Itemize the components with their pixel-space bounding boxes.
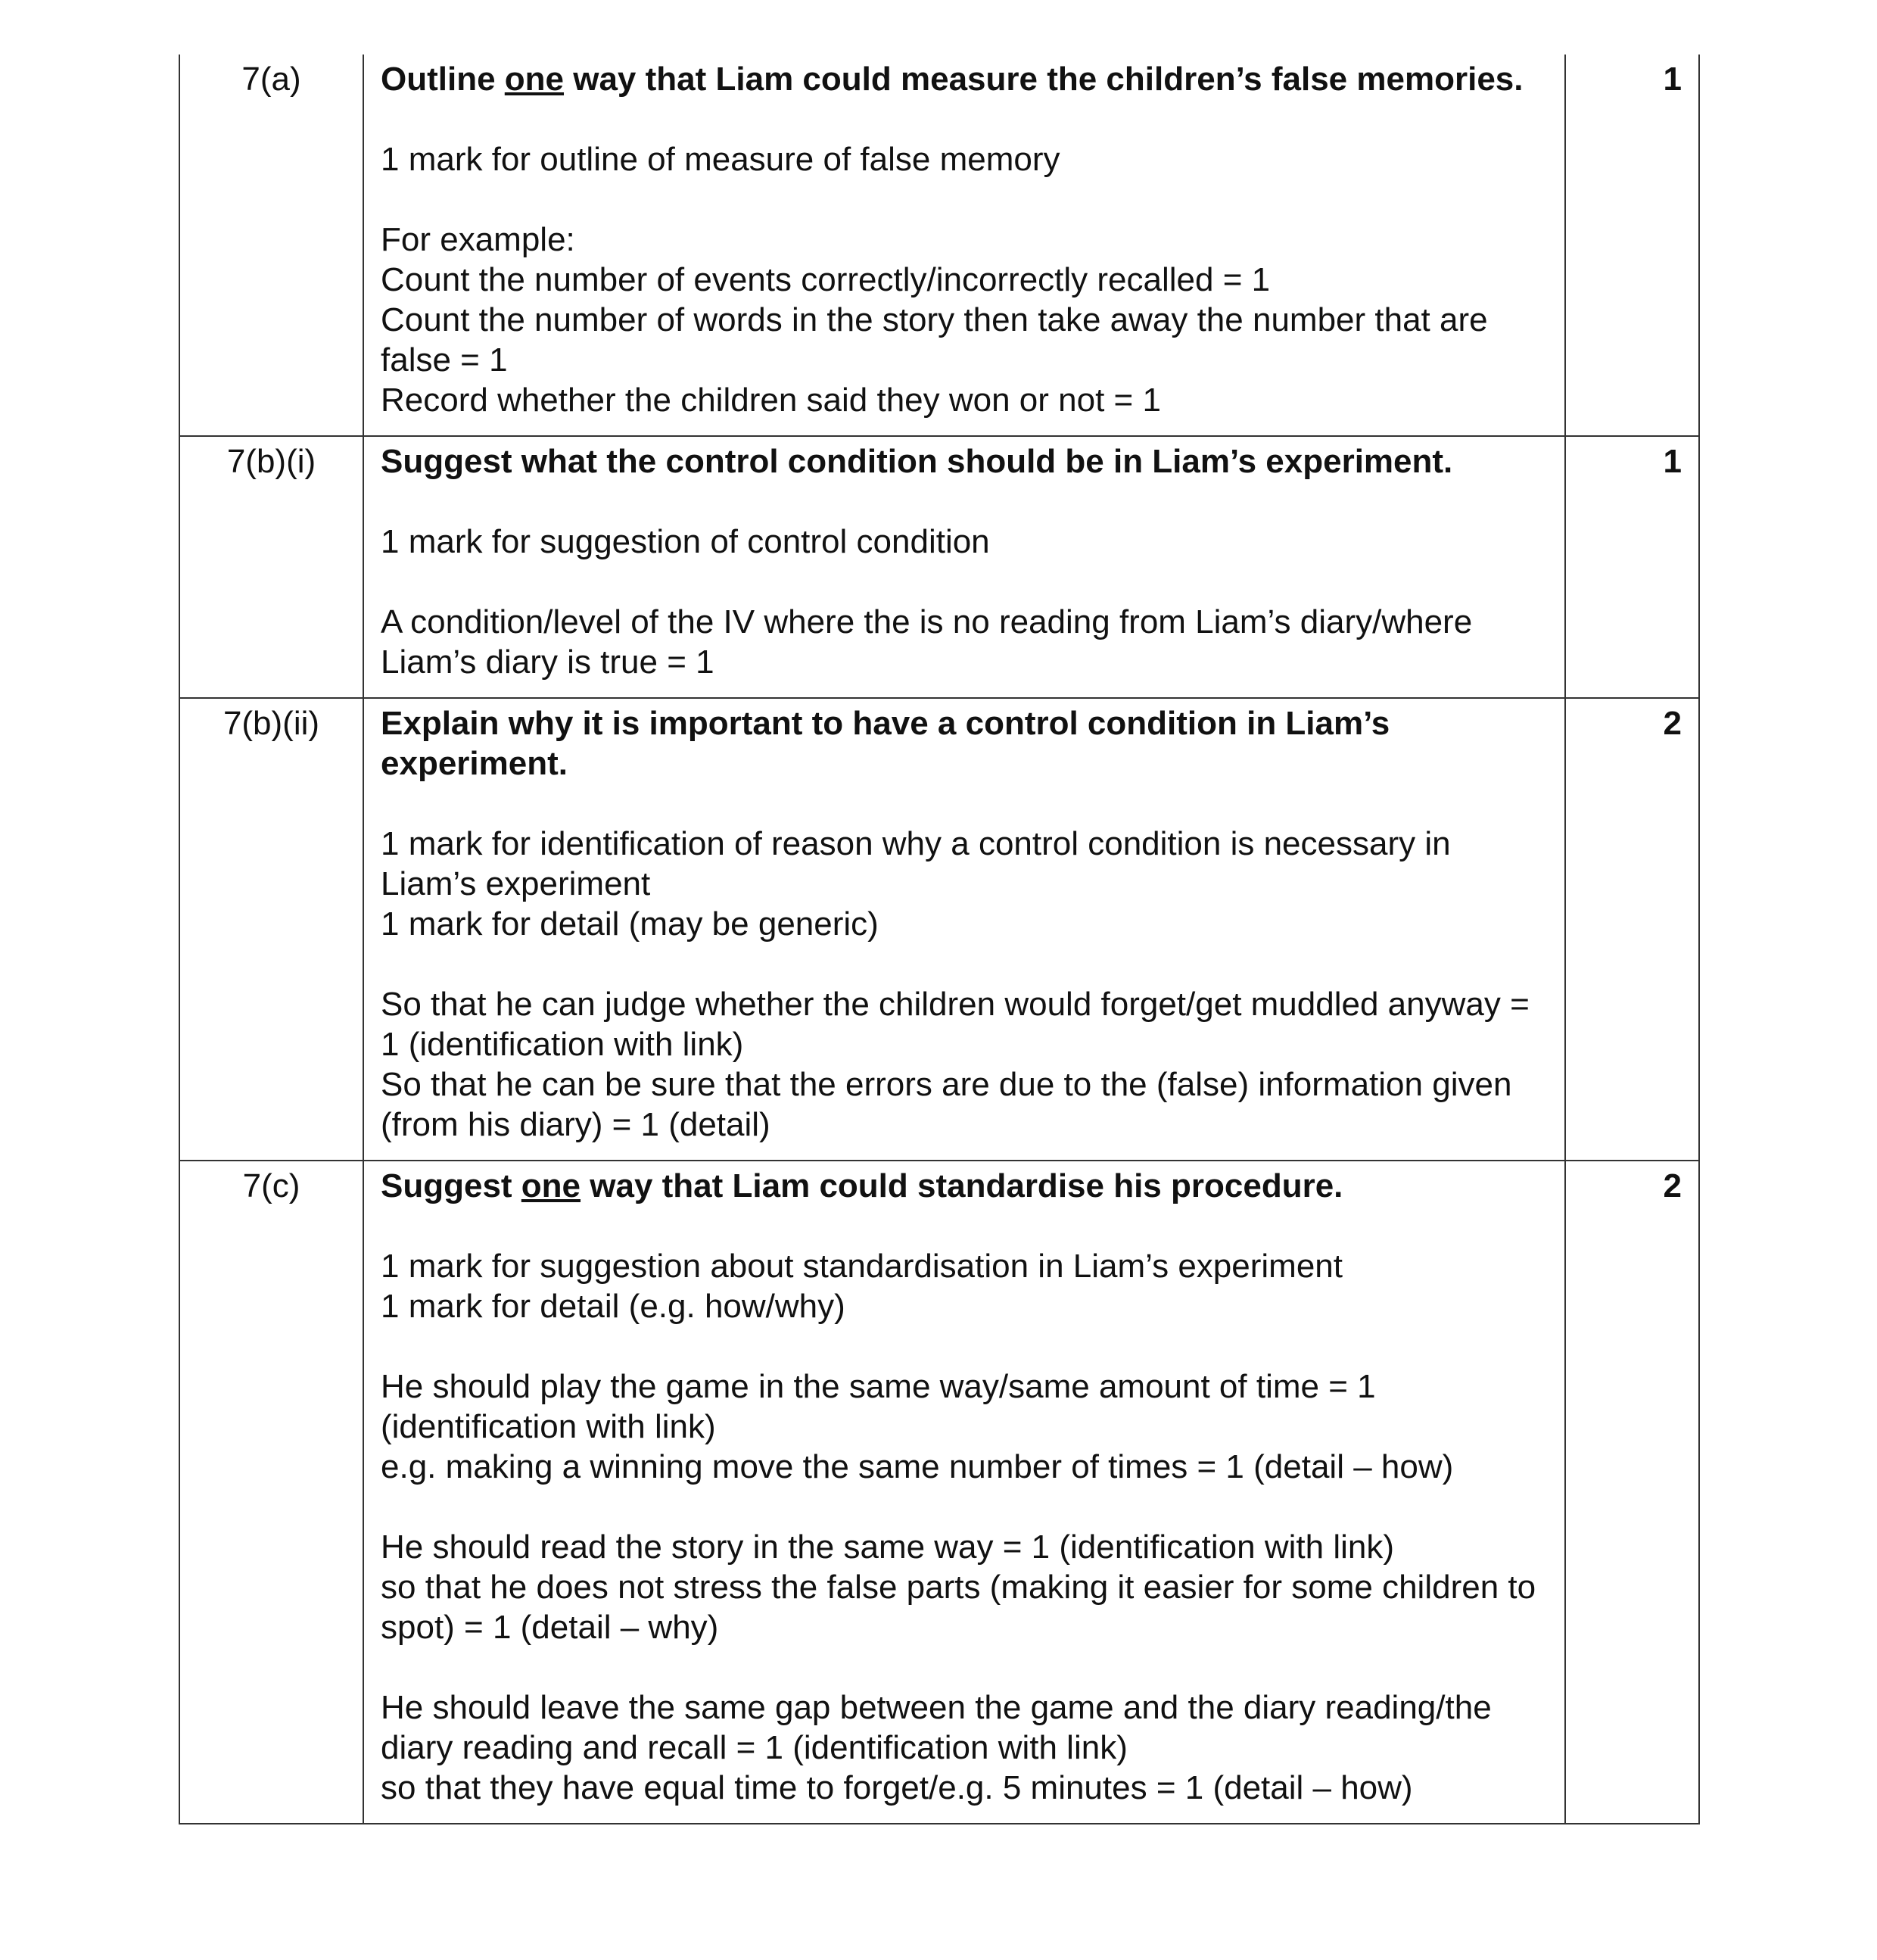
mark-criterion: 1 mark for suggestion of control condition (381, 523, 990, 560)
table-row (179, 55, 1699, 436)
marks-value: 2 (1565, 1161, 1699, 1824)
mark-criterion: 1 mark for suggestion about standardisation in Liam’s experiment (381, 1248, 1343, 1285)
answer-cell (363, 55, 1565, 436)
answer-line: Count the number of words in the story then take away the number that are false = 1 (381, 301, 1488, 379)
table-row (179, 1161, 1699, 1824)
answer-line: He should read the story in the same way = 1 (identification with link) (381, 1528, 1394, 1566)
mark-criterion: 1 mark for identification of reason why a control condition is necessary in Liam’s experiment (381, 825, 1451, 902)
question-number: 7(b)(ii) (179, 698, 363, 1161)
question-text: Suggest one way that Liam could standardise his procedure. (381, 1167, 1343, 1204)
mark-criterion: 1 mark for detail (may be generic) (381, 905, 879, 943)
answer-line: Record whether the children said they won or not = 1 (381, 382, 1161, 419)
answer-line: so that he does not stress the false parts (making it easier for some children to spot) = 1 (detail – why) (381, 1569, 1536, 1646)
answer-line: A condition/level of the IV where the is no reading from Liam’s diary/where Liam’s diary is true = 1 (381, 603, 1473, 681)
answer-cell (363, 436, 1565, 698)
mark-scheme-table (179, 55, 1700, 1824)
answer-line: e.g. making a winning move the same number of times = 1 (detail – how) (381, 1448, 1454, 1485)
question-text: Suggest what the control condition should be in Liam’s experiment. (381, 443, 1453, 480)
table-row (179, 698, 1699, 1161)
answer-line: He should play the game in the same way/same amount of time = 1 (identification with link) (381, 1368, 1376, 1445)
example-intro: For example: (381, 221, 575, 258)
answer-line: So that he can be sure that the errors are due to the (false) information given (from his diary) = 1 (detail) (381, 1066, 1512, 1143)
mark-criterion: 1 mark for detail (e.g. how/why) (381, 1288, 845, 1325)
marks-value: 1 (1565, 436, 1699, 698)
answer-cell (363, 1161, 1565, 1824)
answer-line: so that they have equal time to forget/e.g. 5 minutes = 1 (detail – how) (381, 1769, 1413, 1806)
answer-cell (363, 698, 1565, 1161)
underlined-word: one (521, 1167, 581, 1204)
question-text: Outline one way that Liam could measure the children’s false memories. (381, 61, 1524, 98)
question-number: 7(b)(i) (179, 436, 363, 698)
answer-line: Count the number of events correctly/incorrectly recalled = 1 (381, 261, 1271, 298)
table-row (179, 436, 1699, 698)
underlined-word: one (504, 61, 565, 98)
marks-value: 1 (1565, 55, 1699, 436)
answer-line: He should leave the same gap between the game and the diary reading/the diary reading and recall = 1 (identification with link) (381, 1689, 1492, 1766)
answer-line: So that he can judge whether the children would forget/get muddled anyway = 1 (identification with link) (381, 986, 1530, 1063)
question-number: 7(a) (179, 55, 363, 436)
question-number: 7(c) (179, 1161, 363, 1824)
mark-criterion: 1 mark for outline of measure of false memory (381, 141, 1060, 178)
marks-value: 2 (1565, 698, 1699, 1161)
question-text: Explain why it is important to have a control condition in Liam’s experiment. (381, 705, 1390, 782)
